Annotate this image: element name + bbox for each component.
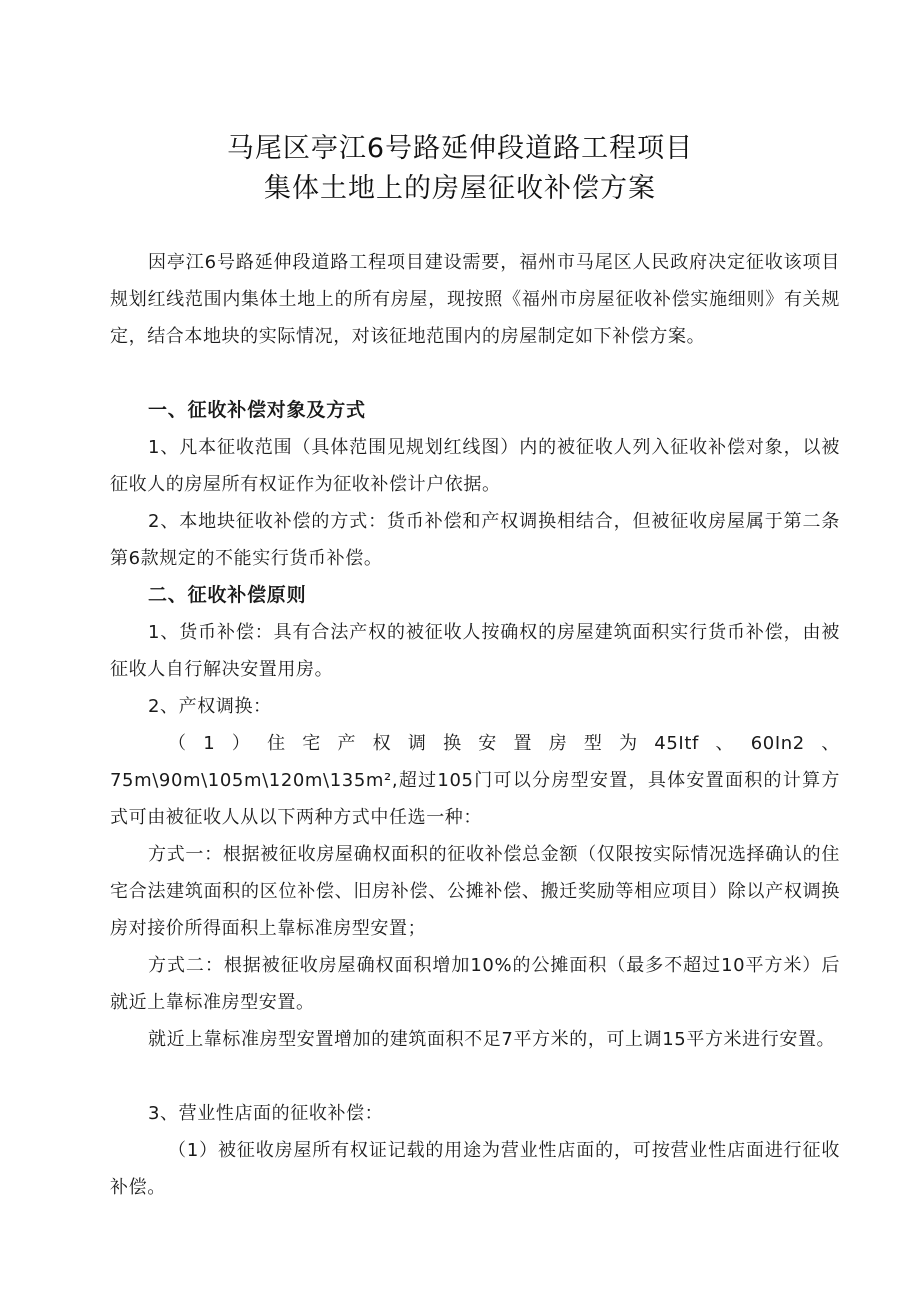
section-2-paragraph-3: （1）住宅产权调换安置房型为45Itf、60In2、75m\90m\105m\120m\135m²,超过105门可以分房型安置，具体安置面积的计算方式可由被征收人从以下两种方式中任选一种：	[110, 733, 840, 828]
section-2-paragraph-8: （1）被征收房屋所有权证记载的用途为营业性店面的，可按营业性店面进行征收补偿。	[110, 1140, 840, 1198]
section-2-paragraph-6: 就近上靠标准房型安置增加的建筑面积不足7平方米的，可上调15平方米进行安置。	[148, 1029, 836, 1050]
section-1-paragraph-2: 2、本地块征收补偿的方式：货币补偿和产权调换相结合，但被征收房屋属于第二条第6款规定的不能实行货币补偿。	[110, 511, 840, 569]
section-1-heading: 一、征收补偿对象及方式	[148, 399, 366, 421]
document-title-line-2: 集体土地上的房屋征收补偿方案	[264, 173, 656, 204]
section-2-paragraph-2: 2、产权调换：	[148, 696, 272, 717]
intro-paragraph: 因亭江6号路延伸段道路工程项目建设需要，福州市马尾区人民政府决定征收该项目规划红线范围内集体土地上的所有房屋，现按照《福州市房屋征收补偿实施细则》有关规定，结合本地块的实际情况，对该征地范围内的房屋制定如下补偿方案。	[110, 252, 840, 347]
section-2-paragraph-5: 方式二：根据被征收房屋确权面积增加10%的公摊面积（最多不超过10平方米）后就近上靠标准房型安置。	[110, 955, 840, 1013]
section-2-paragraph-7: 3、营业性店面的征收补偿：	[148, 1103, 384, 1124]
section-2-paragraph-1: 1、货币补偿：具有合法产权的被征收人按确权的房屋建筑面积实行货币补偿，由被征收人自行解决安置用房。	[110, 622, 840, 680]
section-1-paragraph-1: 1、凡本征收范围（具体范围见规划红线图）内的被征收人列入征收补偿对象，以被征收人的房屋所有权证作为征收补偿计户依据。	[110, 437, 840, 495]
document-title-line-1: 马尾区亭江6号路延伸段道路工程项目	[226, 133, 694, 164]
section-2-heading: 二、征收补偿原则	[148, 584, 307, 606]
section-2-paragraph-4: 方式一：根据被征收房屋确权面积的征收补偿总金额（仅限按实际情况选择确认的住宅合法建筑面积的区位补偿、旧房补偿、公摊补偿、搬迁奖励等相应项目）除以产权调换房对接价所得面积上靠标准房型安置；	[110, 844, 840, 939]
